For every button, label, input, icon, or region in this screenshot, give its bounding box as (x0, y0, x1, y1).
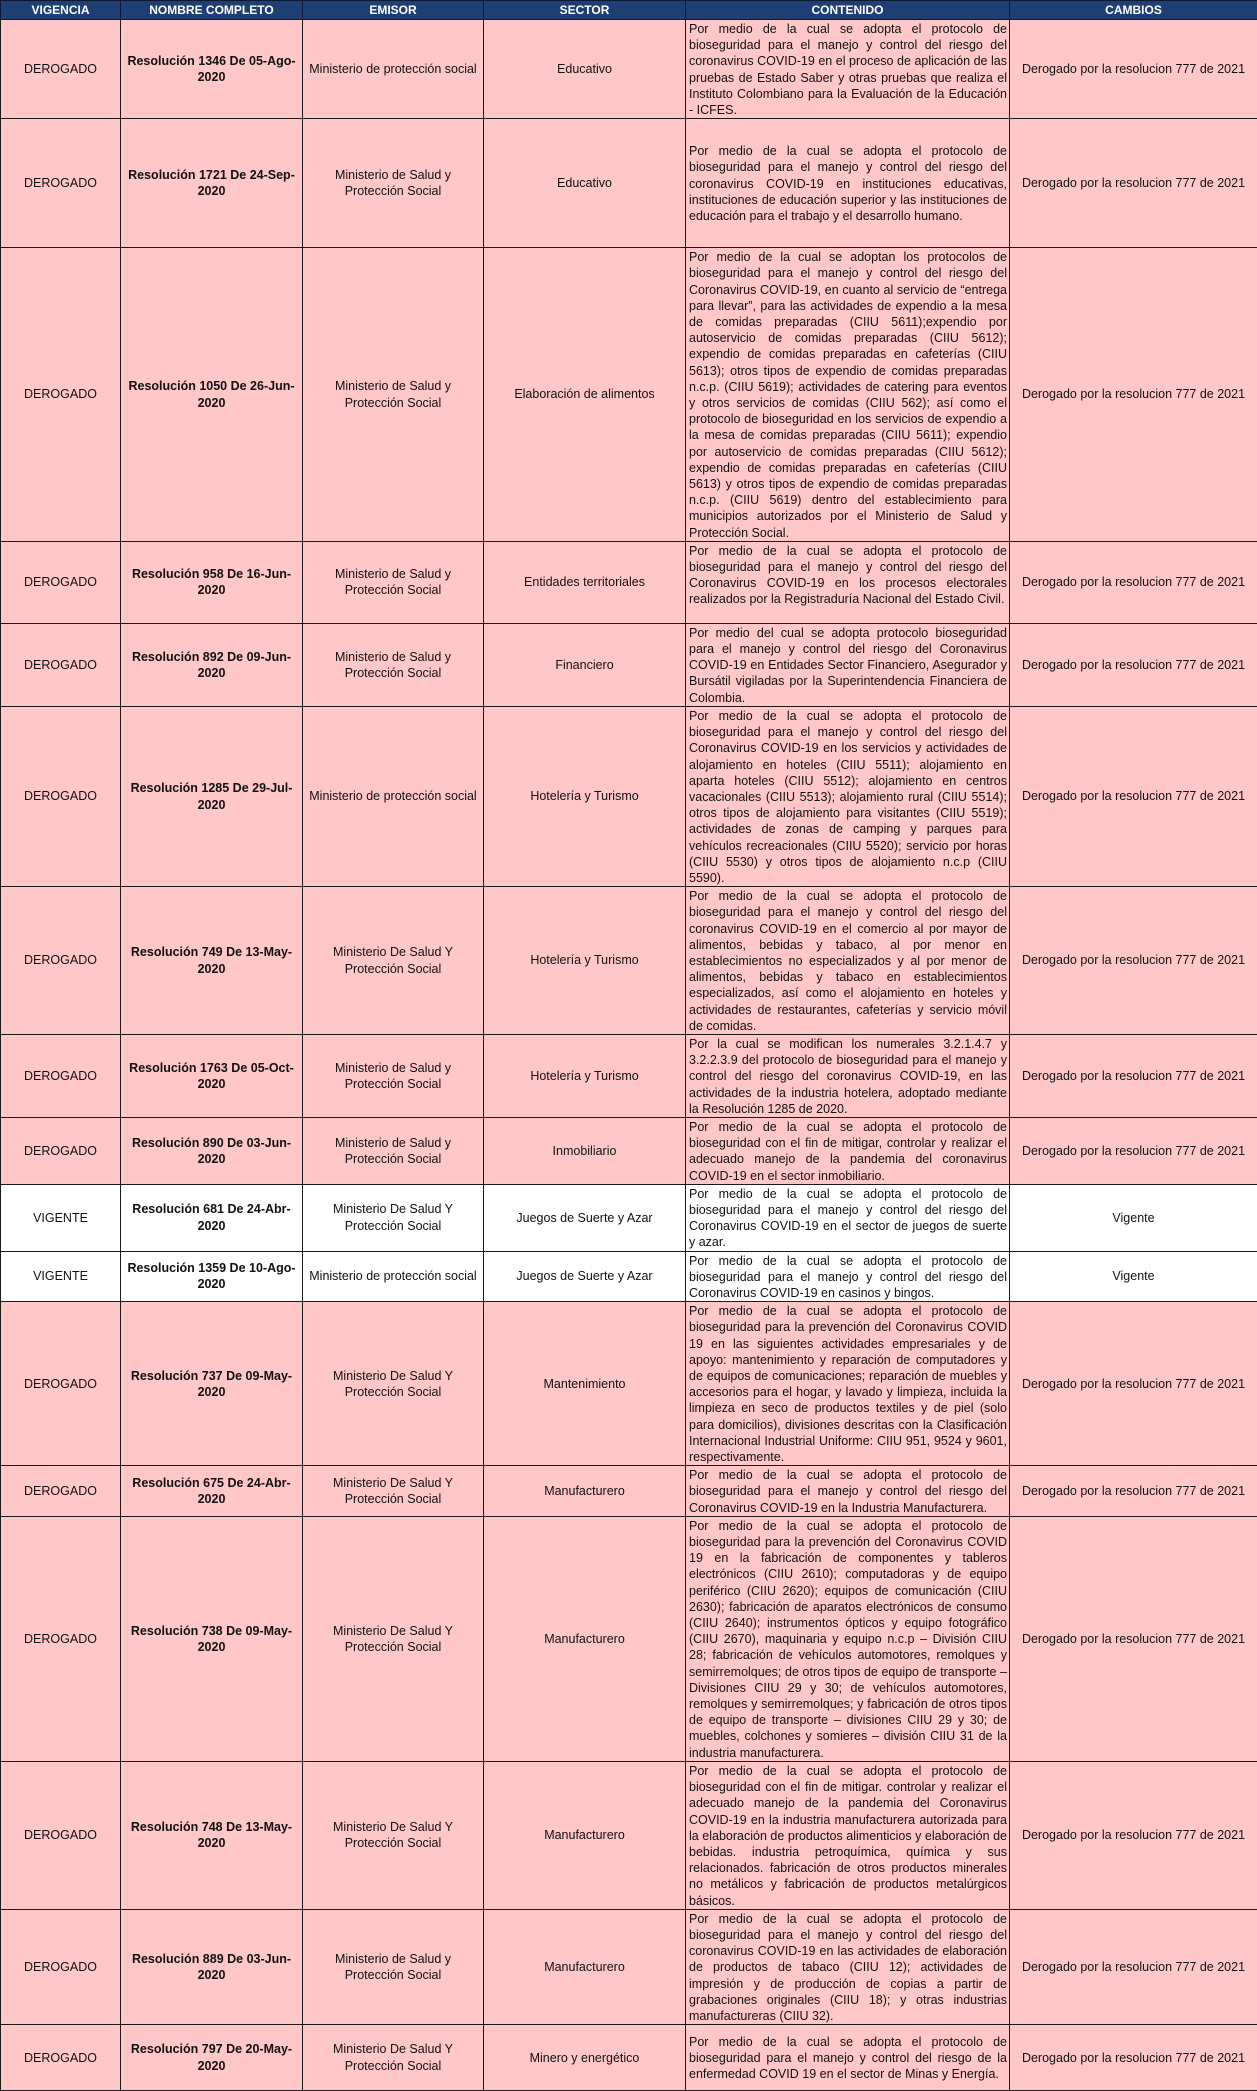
emisor-cell: Ministerio de Salud y Protección Social (303, 119, 484, 248)
table-row (1, 1034, 1257, 1117)
table-row (1, 541, 1257, 623)
sector-cell: Manufacturero (484, 1516, 686, 1761)
sector-cell: Juegos de Suerte y Azar (484, 1184, 686, 1251)
nombre-cell: Resolución 892 De 09-Jun-2020 (121, 623, 303, 706)
vigencia-cell: DEROGADO (1, 1117, 121, 1184)
vigencia-cell: DEROGADO (1, 20, 121, 119)
vigencia-cell: DEROGADO (1, 119, 121, 248)
vigencia-cell: VIGENTE (1, 1184, 121, 1251)
contenido-cell: Por medio de la cual se adopta el protocolo de bioseguridad con el fin de mitigar, controlar y realizar el adecuado manejo de la pandemia del coronavirus COVID-19 en el sector inmobiliario. (686, 1117, 1010, 1184)
emisor-cell: Ministerio de Salud y Protección Social (303, 1117, 484, 1184)
contenido-cell: Por medio de la cual se adopta el protocolo de bioseguridad para el manejo y control del riesgo del Coronavirus COVID-19 en los procesos electorales realizados por la Registraduría Nacional del Estado Civil. (686, 541, 1010, 623)
emisor-cell: Ministerio De Salud Y Protección Social (303, 2025, 484, 2091)
nombre-cell: Resolución 1285 De 29-Jul-2020 (121, 706, 303, 886)
emisor-cell: Ministerio De Salud Y Protección Social (303, 1184, 484, 1251)
emisor-cell: Ministerio De Salud Y Protección Social (303, 1302, 484, 1466)
table-row (1, 248, 1257, 542)
emisor-cell: Ministerio De Salud Y Protección Social (303, 1466, 484, 1517)
cambios-cell: Derogado por la resolucion 777 de 2021 (1010, 1909, 1257, 2024)
emisor-cell: Ministerio de Salud y Protección Social (303, 541, 484, 623)
contenido-cell: Por medio de la cual se adopta el protocolo de bioseguridad para la prevención del Coronavirus COVID 19 en las siguientes actividades empresariales y de apoyo: mantenimiento y reparación de computadores y de equipos de comunicaciones; reparación de muebles y accesorios para el hogar, y lavado y limpieza, incluida la limpieza en seco de productos textiles y de piel (solo para domicilios), divisiones descritas con la Clasificación Internacional Industrial Uniforme: CIIU 951, 9524 y 9601, respectivamente. (686, 1302, 1010, 1466)
cambios-cell: Derogado por la resolucion 777 de 2021 (1010, 1302, 1257, 1466)
nombre-cell: Resolución 889 De 03-Jun-2020 (121, 1909, 303, 2024)
contenido-cell: Por medio de la cual se adopta el protocolo de bioseguridad para el manejo y control del riesgo del Coronavirus COVID-19 en la Industria Manufacturera. (686, 1466, 1010, 1517)
table-row (1, 887, 1257, 1035)
vigencia-cell: DEROGADO (1, 1761, 121, 1909)
cambios-cell: Derogado por la resolucion 777 de 2021 (1010, 1466, 1257, 1517)
vigencia-cell: DEROGADO (1, 1909, 121, 2024)
cambios-cell: Derogado por la resolucion 777 de 2021 (1010, 1761, 1257, 1909)
nombre-cell: Resolución 1359 De 10-Ago-2020 (121, 1251, 303, 1302)
nombre-cell: Resolución 1721 De 24-Sep-2020 (121, 119, 303, 248)
contenido-cell: Por medio de la cual se adopta el protocolo de bioseguridad para el manejo y control del riesgo del Coronavirus COVID-19 en los servicios y actividades de alojamiento en hoteles (CIIU 5511); alojamiento en aparta hoteles (CIIU 5512); alojamiento en centros vacacionales (CIIU 5513); alojamiento rural (CIIU 5514); otros tipos de alojamiento para visitantes (CIIU 5519); actividades de zonas de camping y parques para vehículos recreacionales (CIIU 5520); servicio por horas (CIIU 5530) y otros tipos de alojamiento n.c.p (CIIU 5590). (686, 706, 1010, 886)
vigencia-cell: VIGENTE (1, 1251, 121, 1302)
cambios-cell: Vigente (1010, 1251, 1257, 1302)
vigencia-cell: DEROGADO (1, 887, 121, 1035)
cambios-cell: Derogado por la resolucion 777 de 2021 (1010, 1516, 1257, 1761)
header-nombre-completo: NOMBRE COMPLETO (121, 1, 303, 20)
contenido-cell: Por medio de la cual se adopta el protocolo de bioseguridad para la prevención del Coronavirus COVID 19 en la fabricación de componentes y tableros electrónicos (CIIU 2610); computadoras y de equipo periférico (CIIU 2620); equipos de comunicación (CIIU 2630); fabricación de aparatos electrónicos de consumo (CIIU 2640); instrumentos ópticos y equipo fotográfico (CIIU 2670), maquinaria y equipo n.c.p – División CIIU 28; fabricación de vehículos automotores, remolques y semirremolques; de otros tipos de equipo de transporte – Divisiones CIIU 29 y 30; de vehículos automotores, remolques y semirremolques; y fabricación de otros tipos de equipo de transporte – divisiones CIIU 29 y 30; de muebles, colchones y somieres – división CIIU 31 de la industria manufacturera. (686, 1516, 1010, 1761)
cambios-cell: Derogado por la resolucion 777 de 2021 (1010, 541, 1257, 623)
emisor-cell: Ministerio de Salud y Protección Social (303, 1909, 484, 2024)
emisor-cell: Ministerio de Salud y Protección Social (303, 623, 484, 706)
cambios-cell: Vigente (1010, 1184, 1257, 1251)
emisor-cell: Ministerio de protección social (303, 20, 484, 119)
nombre-cell: Resolución 738 De 09-May-2020 (121, 1516, 303, 1761)
contenido-cell: Por medio de la cual se adopta el protocolo de bioseguridad para el manejo y control del riesgo del coronavirus COVID-19 en el comercio al por mayor de alimentos, bebidas y tabaco, al por menor en establecimientos no especializados y al por menor de alimentos, bebidas y tabaco en establecimientos especializados, así como el alojamiento en hoteles y actividades de restaurantes, cafeterías y servicio móvil de comidas. (686, 887, 1010, 1035)
table-row (1, 1184, 1257, 1251)
sector-cell: Elaboración de alimentos (484, 248, 686, 542)
table-row (1, 623, 1257, 706)
contenido-cell: Por medio de la cual se adopta el protocolo de bioseguridad para el manejo y control del riesgo de la enfermedad COVID 19 en el sector de Minas y Energía. (686, 2025, 1010, 2091)
contenido-cell: Por la cual se modifican los numerales 3.2.1.4.7 y 3.2.2.3.9 del protocolo de bioseguridad para el manejo y control del riesgo del coronavirus COVID-19, en las actividades de la industria hotelera, adoptado mediante la Resolución 1285 de 2020. (686, 1034, 1010, 1117)
sector-cell: Juegos de Suerte y Azar (484, 1251, 686, 1302)
contenido-cell: Por medio de la cual se adopta el protocolo de bioseguridad para el manejo y control del riesgo del Coronavirus COVID-19 en el sector de juegos de suerte y azar. (686, 1184, 1010, 1251)
nombre-cell: Resolución 958 De 16-Jun-2020 (121, 541, 303, 623)
emisor-cell: Ministerio de Salud y Protección Social (303, 248, 484, 542)
nombre-cell: Resolución 737 De 09-May-2020 (121, 1302, 303, 1466)
sector-cell: Hotelería y Turismo (484, 887, 686, 1035)
emisor-cell: Ministerio de Salud y Protección Social (303, 1034, 484, 1117)
sector-cell: Entidades territoriales (484, 541, 686, 623)
cambios-cell: Derogado por la resolucion 777 de 2021 (1010, 1034, 1257, 1117)
sector-cell: Manufacturero (484, 1909, 686, 2024)
table-row (1, 1302, 1257, 1466)
sector-cell: Manufacturero (484, 1761, 686, 1909)
vigencia-cell: DEROGADO (1, 623, 121, 706)
table-row (1, 1909, 1257, 2024)
contenido-cell: Por medio de la cual se adopta el protocolo de bioseguridad para el manejo y control del riesgo del coronavirus COVID-19 en instituciones educativas, instituciones de educación superior y las instituciones de educación para el trabajo y el desarrollo humano. (686, 119, 1010, 248)
sector-cell: Financiero (484, 623, 686, 706)
vigencia-cell: DEROGADO (1, 541, 121, 623)
contenido-cell: Por medio del cual se adopta protocolo bioseguridad para el manejo y control del riesgo del Coronavirus COVID-19 en Entidades Sector Financiero, Asegurador y Bursátil vigiladas por la Superintendencia Financiera de Colombia. (686, 623, 1010, 706)
nombre-cell: Resolución 1050 De 26-Jun-2020 (121, 248, 303, 542)
cambios-cell: Derogado por la resolucion 777 de 2021 (1010, 2025, 1257, 2091)
emisor-cell: Ministerio De Salud Y Protección Social (303, 887, 484, 1035)
vigencia-cell: DEROGADO (1, 1302, 121, 1466)
table-row (1, 1761, 1257, 1909)
nombre-cell: Resolución 797 De 20-May-2020 (121, 2025, 303, 2091)
table-row (1, 2025, 1257, 2091)
nombre-cell: Resolución 1763 De 05-Oct-2020 (121, 1034, 303, 1117)
table-row (1, 1117, 1257, 1184)
header-sector: SECTOR (484, 1, 686, 20)
nombre-cell: Resolución 675 De 24-Abr-2020 (121, 1466, 303, 1517)
contenido-cell: Por medio de la cual se adopta el protocolo de bioseguridad para el manejo y control del riesgo del Coronavirus COVID-19 en casinos y bingos. (686, 1251, 1010, 1302)
vigencia-cell: DEROGADO (1, 248, 121, 542)
header-emisor: EMISOR (303, 1, 484, 20)
vigencia-cell: DEROGADO (1, 706, 121, 886)
header-row (1, 1, 1257, 20)
cambios-cell: Derogado por la resolucion 777 de 2021 (1010, 706, 1257, 886)
sector-cell: Hotelería y Turismo (484, 706, 686, 886)
table-row (1, 1466, 1257, 1517)
table-row (1, 1251, 1257, 1302)
emisor-cell: Ministerio de protección social (303, 1251, 484, 1302)
cambios-cell: Derogado por la resolucion 777 de 2021 (1010, 623, 1257, 706)
cambios-cell: Derogado por la resolucion 777 de 2021 (1010, 20, 1257, 119)
cambios-cell: Derogado por la resolucion 777 de 2021 (1010, 887, 1257, 1035)
vigencia-cell: DEROGADO (1, 1466, 121, 1517)
table-row (1, 706, 1257, 886)
nombre-cell: Resolución 749 De 13-May-2020 (121, 887, 303, 1035)
emisor-cell: Ministerio de protección social (303, 706, 484, 886)
header-cambios: CAMBIOS (1010, 1, 1257, 20)
header-contenido: CONTENIDO (686, 1, 1010, 20)
nombre-cell: Resolución 748 De 13-May-2020 (121, 1761, 303, 1909)
contenido-cell: Por medio de la cual se adopta el protocolo de bioseguridad para el manejo y control del riesgo del coronavirus COVID-19 en el proceso de aplicación de las pruebas de Estado Saber y otras pruebas que realiza el Instituto Colombiano para la Evaluación de la Educación - ICFES. (686, 20, 1010, 119)
nombre-cell: Resolución 890 De 03-Jun-2020 (121, 1117, 303, 1184)
vigencia-cell: DEROGADO (1, 1516, 121, 1761)
cambios-cell: Derogado por la resolucion 777 de 2021 (1010, 248, 1257, 542)
table-row (1, 1516, 1257, 1761)
header-vigencia: VIGENCIA (1, 1, 121, 20)
nombre-cell: Resolución 1346 De 05-Ago-2020 (121, 20, 303, 119)
contenido-cell: Por medio de la cual se adopta el protocolo de bioseguridad con el fin de mitigar. controlar y realizar el adecuado manejo de la pandemia del Coronavirus COVID-19 en la industria manufacturera autorizada para la elaboración de productos alimenticios y elaboración de bebidas. industria petroquímica, química y sus relacionados. fabricación de otros productos minerales no metálicos y fabricación de productos metalúrgicos básicos. (686, 1761, 1010, 1909)
table-row (1, 20, 1257, 119)
sector-cell: Manufacturero (484, 1466, 686, 1517)
sector-cell: Inmobiliario (484, 1117, 686, 1184)
sector-cell: Hotelería y Turismo (484, 1034, 686, 1117)
sector-cell: Mantenimiento (484, 1302, 686, 1466)
emisor-cell: Ministerio De Salud Y Protección Social (303, 1761, 484, 1909)
sector-cell: Minero y energético (484, 2025, 686, 2091)
contenido-cell: Por medio de la cual se adopta el protocolo de bioseguridad para el manejo y control del riesgo del coronavirus COVID-19 en las actividades de elaboración de productos de tabaco (CIIU 12); actividades de impresión y de producción de copias a partir de grabaciones originales (CIIU 18); y otras industrias manufactureras (CIIU 32). (686, 1909, 1010, 2024)
vigencia-cell: DEROGADO (1, 2025, 121, 2091)
cambios-cell: Derogado por la resolucion 777 de 2021 (1010, 119, 1257, 248)
nombre-cell: Resolución 681 De 24-Abr-2020 (121, 1184, 303, 1251)
emisor-cell: Ministerio De Salud Y Protección Social (303, 1516, 484, 1761)
vigencia-cell: DEROGADO (1, 1034, 121, 1117)
table-row (1, 119, 1257, 248)
sector-cell: Educativo (484, 119, 686, 248)
sector-cell: Educativo (484, 20, 686, 119)
cambios-cell: Derogado por la resolucion 777 de 2021 (1010, 1117, 1257, 1184)
contenido-cell: Por medio de la cual se adoptan los protocolos de bioseguridad para el manejo y control del riesgo del Coronavirus COVID-19, en cuanto al servicio de “entrega para llevar”, para las actividades de expendio a la mesa de comidas preparadas (CIIU 5611);expendio por autoservicio de comidas preparadas (CIIU 5612); expendio de comidas preparadas en cafeterías (CIIU 5613); otros tipos de expendio de comidas preparadas n.c.p. (CIIU 5619); actividades de catering para eventos y otros servicios de comidas (CIIU 562); así como el protocolo de bioseguridad en los servicios de expendio a la mesa de comidas preparadas (CIIU 5611); expendio por autoservicio de comidas preparadas (CIIU 5612); expendio de comidas preparadas en cafeterías (CIIU 5613) y otros tipos de expendio de comidas preparadas n.c.p. (CIIU 5619) dentro del establecimiento para municipios autorizados por el Ministerio de Salud y Protección Social. (686, 248, 1010, 542)
